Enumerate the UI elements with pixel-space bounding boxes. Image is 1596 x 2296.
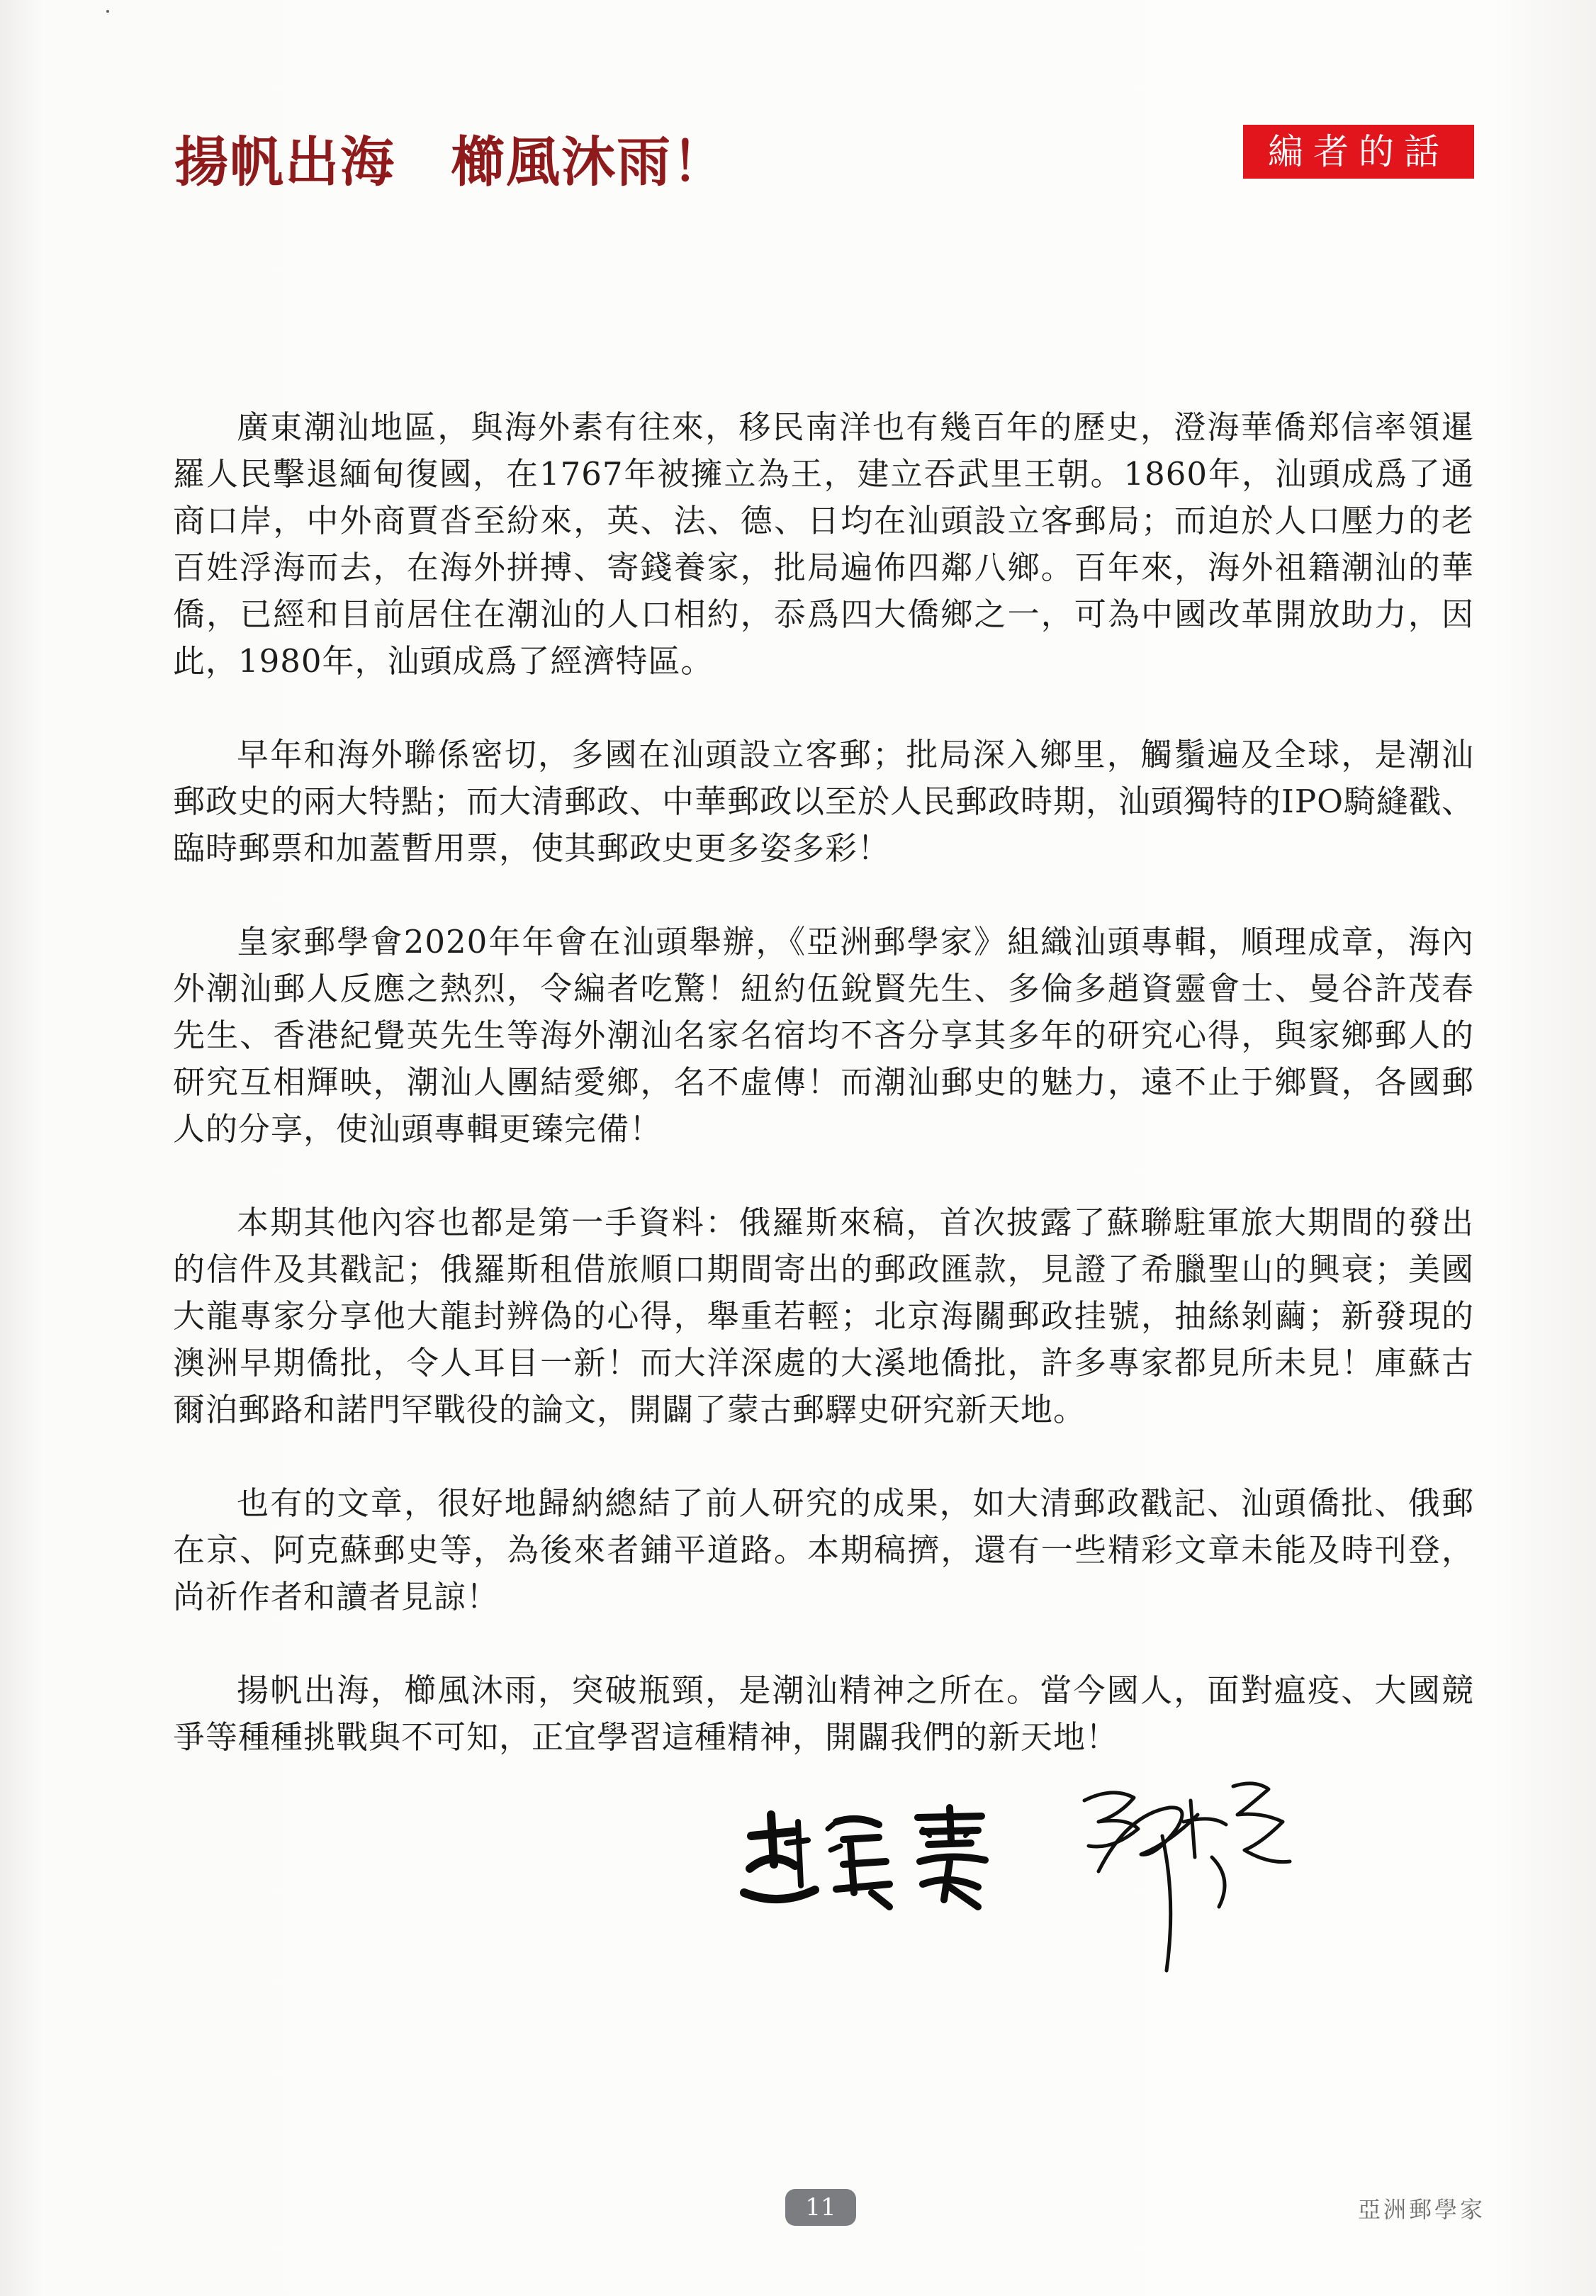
page-number-badge: 11 <box>785 2189 856 2226</box>
section-tag: 編者的話 <box>1243 125 1474 179</box>
signature-cursive <box>1070 1772 1304 1985</box>
signature-calligraphy <box>737 1801 1028 1914</box>
scan-speck <box>106 10 109 13</box>
paragraph: 廣東潮汕地區，與海外素有往來，移民南洋也有幾百年的歷史，澄海華僑郑信率領暹羅人民擊退緬甸復國，在1767年被擁立為王，建立吞武里王朝。1860年，汕頭成爲了通商口岸，中外商賈沓至紛來，英、法、德、日均在汕頭設立客郵局；而迫於人口壓力的老百姓浮海而去，在海外拼搏、寄錢養家，批局遍佈四鄰八鄉。百年來，海外祖籍潮汕的華僑，已經和目前居住在潮汕的人口相約，忝爲四大僑鄉之一，可為中國改革開放助力，因此，1980年，汕頭成爲了經濟特區。 <box>173 408 1474 680</box>
paragraph: 也有的文章，很好地歸納總結了前人研究的成果，如大清郵政戳記、汕頭僑批、俄郵在京、阿克蘇郵史等，為後來者鋪平道路。本期稿擠，還有一些精彩文章未能及時刊登，尚祈作者和讀者見諒！ <box>173 1484 1474 1615</box>
paragraph: 本期其他內容也都是第一手資料：俄羅斯來稿，首次披露了蘇聯駐軍旅大期間的發出的信件及其戳記；俄羅斯租借旅順口期間寄出的郵政匯款，見證了希臘聖山的興衰；美國大龍專家分享他大龍封辨偽的心得，舉重若輕；北京海關郵政挂號，抽絲剝繭；新發現的澳洲早期僑批，令人耳目一新！而大洋深處的大溪地僑批，許多專家都見所未見！庫蘇古爾泊郵路和諾門罕戰役的論文，開闢了蒙古郵驛史研究新天地。 <box>173 1204 1474 1428</box>
paragraph: 早年和海外聯係密切，多國在汕頭設立客郵；批局深入鄉里，觸鬚遍及全球，是潮汕郵政史的兩大特點；而大清郵政、中華郵政以至於人民郵政時期，汕頭獨特的IPO騎縫戳、臨時郵票和加蓋暫用票，使其郵政史更多姿多彩！ <box>173 736 1474 867</box>
journal-name: 亞洲郵學家 <box>1358 2196 1486 2223</box>
paragraph: 皇家郵學會2020年年會在汕頭舉辦，《亞洲郵學家》組織汕頭專輯，順理成章，海內外潮汕郵人反應之熱烈，令編者吃驚！紐約伍銳賢先生、多倫多趙資靈會士、曼谷許茂春先生、香港紀覺英先生等海外潮汕名家名宿均不吝分享其多年的研究心得，與家鄉郵人的研究互相輝映，潮汕人團結愛鄉，名不虛傳！而潮汕郵史的魅力，遠不止于鄉賢，各國郵人的分享，使汕頭專輯更臻完備！ <box>173 923 1474 1148</box>
paragraph: 揚帆出海，櫛風沐雨，突破瓶頸，是潮汕精神之所在。當今國人，面對瘟疫、大國競爭等種種挑戰與不可知，正宜學習這種精神，開闢我們的新天地！ <box>173 1671 1474 1756</box>
page-title: 揚帆出海 櫛風沐雨！ <box>174 130 727 194</box>
article-body <box>173 404 1474 1808</box>
